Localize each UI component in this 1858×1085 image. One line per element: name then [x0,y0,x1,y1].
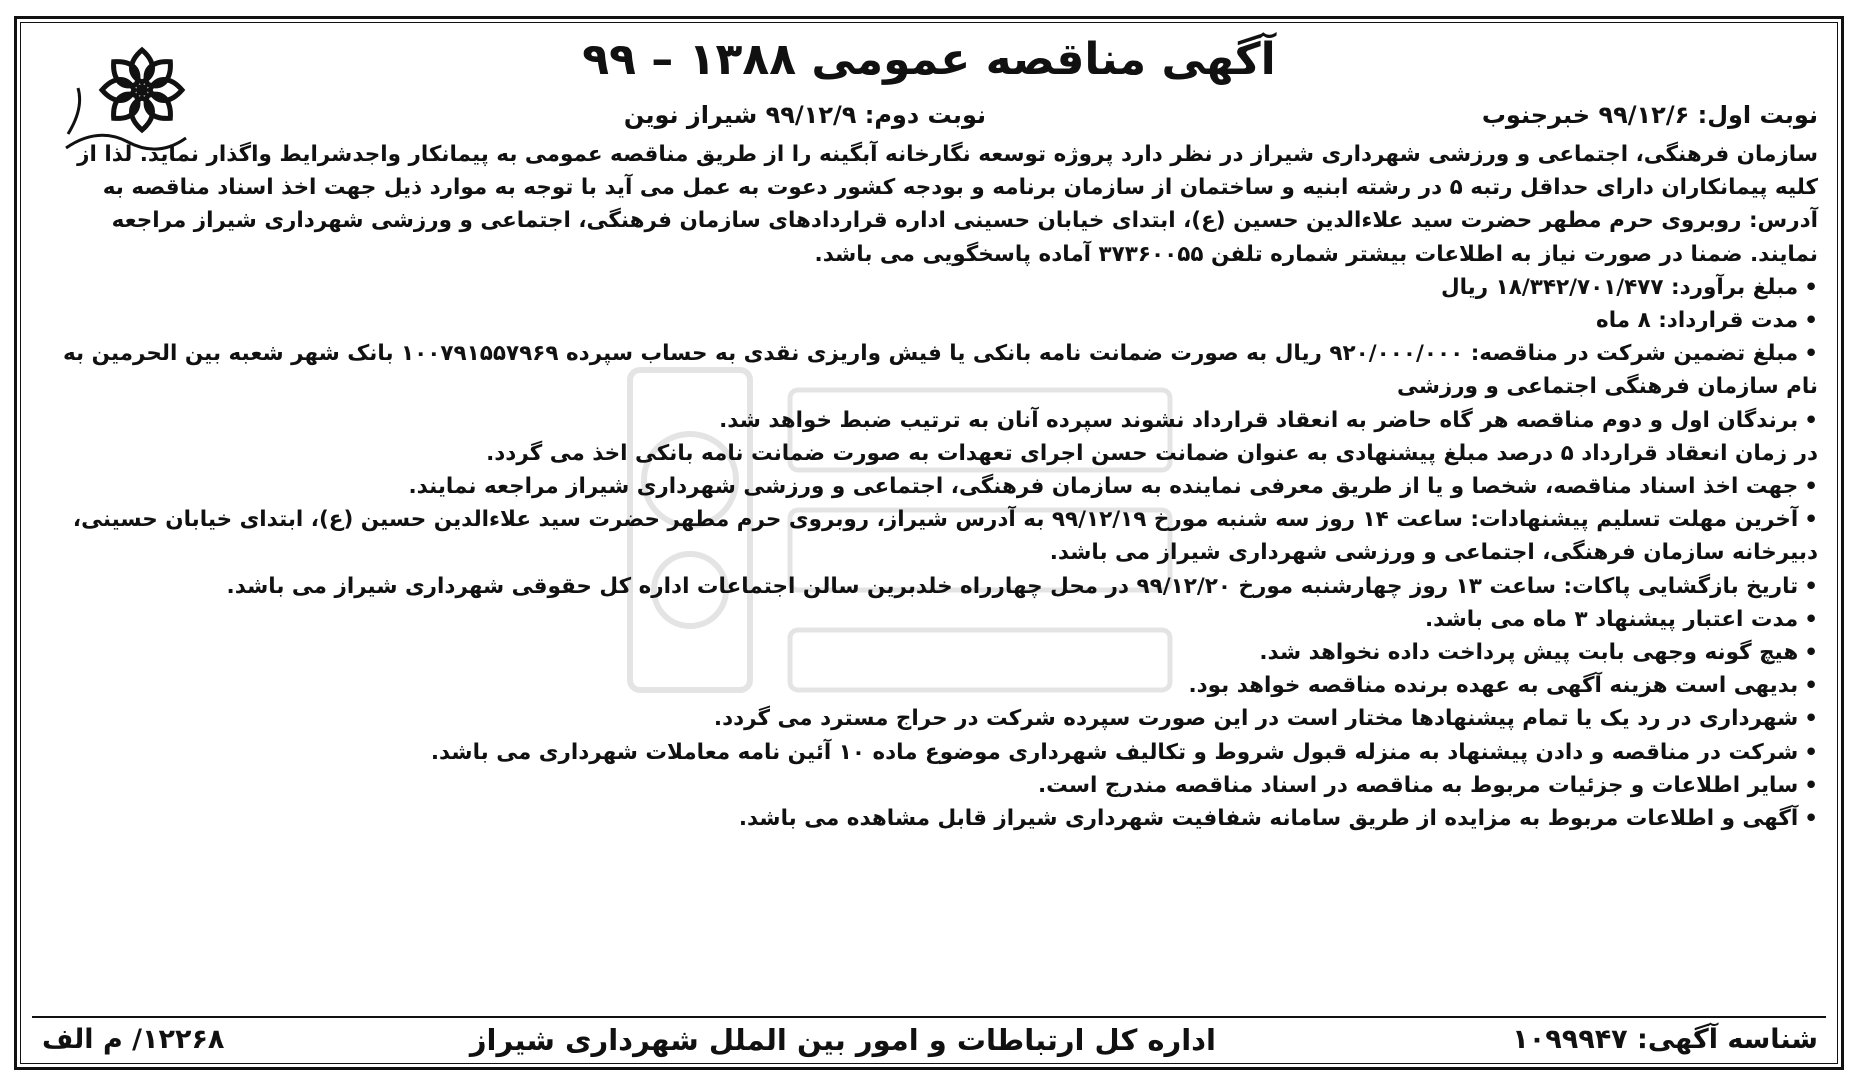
bullet-icon: • [1804,706,1818,732]
publication-dates [32,98,1826,132]
municipality-flower-logo-icon [58,38,198,158]
notice-code: ۱۲۲۶۸/ م الف [42,1024,225,1055]
bullet-icon: • [1804,673,1818,699]
list-item: •برندگان اول و دوم مناقصه هر گاه حاضر به انعقاد قرارداد نشوند سپرده آنان به ترتیب ضبط خواهد شد. [40,404,1818,437]
second-publication: نوبت دوم: ۹۹/۱۲/۹ شیراز نوین [623,101,986,129]
list-item: •تاریخ بازگشایی پاکات: ساعت ۱۳ روز چهارشنبه مورخ ۹۹/۱۲/۲۰ در محل چهارراه خلدبرین سالن اجتماعات اداره کل حقوقی شهرداری شیراز می باشد. [40,570,1818,603]
list-item: •مدت اعتبار پیشنهاد ۳ ماه می باشد. [40,603,1818,636]
bullet-icon: • [1804,606,1818,632]
tender-notice [32,22,1826,1062]
bullet-icon: • [1804,739,1818,765]
bullet-icon: • [1804,573,1818,599]
bullet-icon: • [1804,772,1818,798]
list-item: •شهرداری در رد یک یا تمام پیشنهادها مختار است در این صورت سپرده شرکت در حراج مسترد می گردد. [40,702,1818,735]
notice-body [40,138,1818,835]
list-item: •مبلغ تضمین شرکت در مناقصه: ۹۲۰/۰۰۰/۰۰۰ ریال به صورت ضمانت نامه بانکی یا فیش واریزی نقدی به حساب سپرده ۱۰۰۷۹۱۵۵۷۹۶۹ بانک شهر شعبه بین الحرمین به نام سازمان فرهنگی اجتماعی و ورزشی [40,337,1818,403]
list-item: •آخرین مهلت تسلیم پیشنهادات: ساعت ۱۴ روز سه شنبه مورخ ۹۹/۱۲/۱۹ به آدرس شیراز، روبروی حرم مطهر حضرت سید علاءالدین حسین (ع)، ابتدای خیابان حسینی، دبیرخانه سازمان فرهنگی، اجتماعی و ورزشی شهرداری شیراز می باشد. [40,503,1818,569]
intro-paragraph: سازمان فرهنگی، اجتماعی و ورزشی شهرداری شیراز در نظر دارد پروژه توسعه نگارخانه آبگینه را از طریق مناقصه عمومی به پیمانکار واجدشرایط واگذار نماید. لذا از کلیه پیمانکاران دارای حداقل رتبه ۵ در رشته ابنیه و ساختمان از سازمان برنامه و بودجه کشور دعوت به عمل می آید با توجه به موارد ذیل جهت اخذ اسناد مناقصه به آدرس: روبروی حرم مطهر حضرت سید علاءالدین حسین (ع)، ابتدای خیابان حسینی اداره قراردادهای سازمان فرهنگی، اجتماعی و ورزشی شهرداری شیراز مراجعه نمایند. ضمنا در صورت نیاز به اطلاعات بیشتر شماره تلفن ۳۷۳۶۰۰۵۵ آماده پاسخگویی می باشد. [77,142,1818,267]
ad-id: شناسه آگهی: ۱۰۹۹۹۴۷ [1512,1024,1818,1055]
list-item: •آگهی و اطلاعات مربوط به مزایده از طریق سامانه شفافیت شهرداری شیراز قابل مشاهده می باشد. [40,802,1818,835]
notice-footer [32,1016,1826,1062]
bullet-icon: • [1804,474,1818,500]
bullet-icon: • [1804,274,1818,300]
list-item: •سایر اطلاعات و جزئیات مربوط به مناقصه در اسناد مناقصه مندرج است. [40,769,1818,802]
first-publication: نوبت اول: ۹۹/۱۲/۶ خبرجنوب [1481,101,1818,129]
bullet-icon: • [1804,407,1818,433]
bullet-icon: • [1804,806,1818,832]
list-item: •شرکت در مناقصه و دادن پیشنهاد به منزله قبول شروط و تکالیف شهرداری موضوع ماده ۱۰ آئین نامه معاملات شهرداری می باشد. [40,736,1818,769]
list-item: •مبلغ برآورد: ۱۸/۳۴۲/۷۰۱/۴۷۷ ریال [40,271,1818,304]
list-item: •مدت قرارداد: ۸ ماه [40,304,1818,337]
list-item: •جهت اخذ اسناد مناقصه، شخصا و یا از طریق معرفی نماینده به سازمان فرهنگی، اجتماعی و ورزشی شهرداری شیراز مراجعه نمایند. [40,470,1818,503]
list-item: •هیچ گونه وجهی بابت پیش پرداخت داده نخواهد شد. [40,636,1818,669]
notice-title: آگهی مناقصه عمومی ۱۳۸۸ – ۹۹ [582,34,1276,85]
performance-guarantee-line: در زمان انعقاد قرارداد ۵ درصد مبلغ پیشنهادی به عنوان ضمانت حسن اجرای تعهدات به صورت ضمانت نامه بانکی اخذ می گردد. [486,440,1818,466]
issuing-department: اداره کل ارتباطات و امور بین الملل شهرداری شیراز [469,1023,1216,1057]
bullet-icon: • [1804,507,1818,533]
list-item: •بدیهی است هزینه آگهی به عهده برنده مناقصه خواهد بود. [40,669,1818,702]
bullet-icon: • [1804,640,1818,666]
bullet-icon: • [1804,308,1818,334]
bullet-icon: • [1804,341,1818,367]
